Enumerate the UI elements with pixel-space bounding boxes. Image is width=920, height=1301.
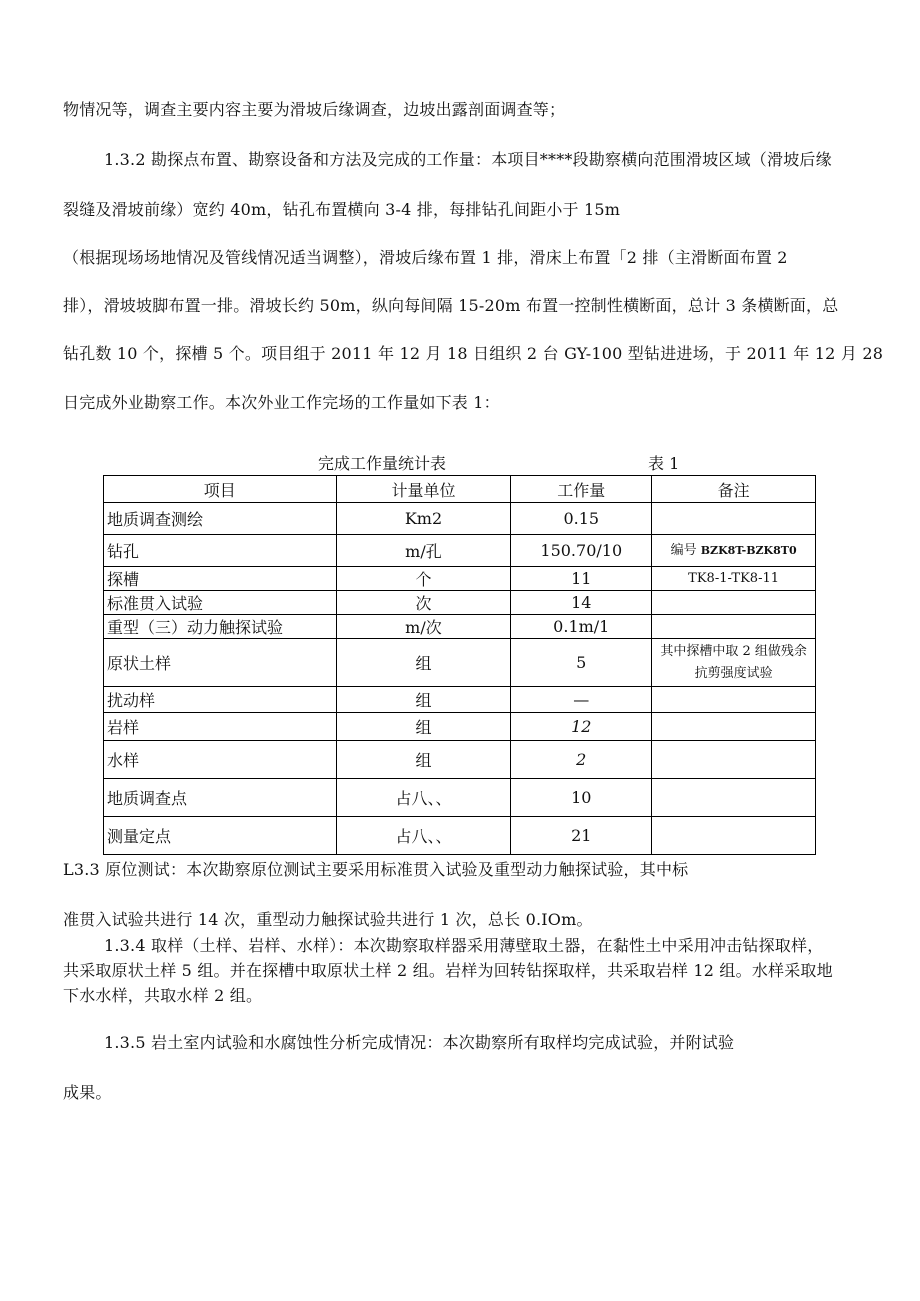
table-row (104, 687, 816, 713)
table-row (104, 615, 816, 639)
cell-quantity: — (511, 687, 652, 713)
cell-item: 地质调查测绘 (104, 503, 337, 535)
table-row (104, 503, 816, 535)
cell-item: 标准贯入试验 (104, 591, 337, 615)
cell-quantity: 150.70/10 (511, 535, 652, 567)
paragraph-line: 裂缝及滑坡前缘）宽约 40m，钻孔布置横向 3-4 排，每排钻孔间距小于 15m (63, 200, 621, 219)
paragraph-line: 1.3.4 取样（土样、岩样、水样）：本次勘察取样器采用薄壁取土器，在黏性土中采用冲击钻探取样， (104, 936, 824, 955)
cell-item: 水样 (104, 741, 337, 779)
paragraph-line: 下水水样，共取水样 2 组。 (63, 986, 263, 1005)
cell-unit: 组 (336, 713, 511, 741)
cell-item: 地质调查点 (104, 779, 337, 817)
cell-quantity: 0.1m/1 (511, 615, 652, 639)
cell-item: 原状土样 (104, 639, 337, 687)
paragraph-line: 共采取原状土样 5 组。并在探槽中取原状土样 2 组。岩样为回转钻探取样，共采取岩样 12 组。水样采取地 (63, 961, 833, 980)
cell-note (652, 591, 816, 615)
paragraph-line: 1.3.5 岩土室内试验和水腐蚀性分析完成情况：本次勘察所有取样均完成试验，并附试验 (104, 1033, 735, 1052)
table-row (104, 779, 816, 817)
paragraph-line: （根据现场场地情况及管线情况适当调整），滑坡后缘布置 1 排，滑床上布置「2 排（主滑断面布置 2 (63, 248, 788, 267)
table-row (104, 817, 816, 855)
cell-note (652, 615, 816, 639)
cell-item: 岩样 (104, 713, 337, 741)
cell-quantity: 5 (511, 639, 652, 687)
cell-item: 测量定点 (104, 817, 337, 855)
note-line: 抗剪强度试验 (694, 665, 773, 681)
cell-quantity: 14 (511, 591, 652, 615)
cell-quantity: 10 (511, 779, 652, 817)
table-row (104, 535, 816, 567)
cell-unit: Km2 (336, 503, 511, 535)
header-note: 备注 (652, 476, 816, 503)
table-row (104, 713, 816, 741)
cell-note (652, 779, 816, 817)
note-line: 其中探槽中取 2 组做残余 (660, 643, 807, 659)
cell-note (652, 503, 816, 535)
cell-quantity: 2 (511, 741, 652, 779)
cell-quantity: 0.15 (511, 503, 652, 535)
cell-note (652, 817, 816, 855)
paragraph-line: 准贯入试验共进行 14 次，重型动力触探试验共进行 1 次，总长 0.IOm。 (63, 910, 593, 929)
cell-unit: 次 (336, 591, 511, 615)
cell-item: 重型（三）动力触探试验 (104, 615, 337, 639)
cell-unit: 组 (336, 741, 511, 779)
table-header-row (104, 476, 816, 503)
cell-unit: 占八、、 (336, 817, 511, 855)
cell-quantity: 12 (511, 713, 652, 741)
table-row (104, 591, 816, 615)
cell-item: 扰动样 (104, 687, 337, 713)
cell-quantity: 21 (511, 817, 652, 855)
cell-note (652, 535, 816, 567)
paragraph-line: 排），滑坡坡脚布置一排。滑坡长约 50m，纵向每间隔 15-20m 布置一控制性横断面，总计 3 条横断面，总 (63, 296, 839, 315)
cell-note (652, 713, 816, 741)
table-row (104, 567, 816, 591)
note-code: BZK8T-BZK8T0 (700, 543, 797, 557)
cell-quantity: 11 (511, 567, 652, 591)
cell-unit: 占八、、 (336, 779, 511, 817)
paragraph-line: 物情况等，调查主要内容主要为滑坡后缘调查，边坡出露剖面调查等； (63, 100, 566, 119)
table-row (104, 741, 816, 779)
cell-note (652, 639, 816, 687)
header-item: 项目 (104, 476, 337, 503)
table-title: 完成工作量统计表 (318, 454, 447, 473)
paragraph-line: 钻孔数 10 个，探槽 5 个。项目组于 2011 年 12 月 18 日组织 2 台 GY-100 型钻进进场，于 2011 年 12 月 28 (63, 344, 884, 363)
cell-note (652, 741, 816, 779)
note-prefix: 编号 (670, 542, 697, 558)
cell-unit: m/次 (336, 615, 511, 639)
paragraph-line: L3.3 原位测试：本次勘察原位测试主要采用标准贯入试验及重型动力触探试验，其中标 (63, 860, 689, 879)
cell-item: 钻孔 (104, 535, 337, 567)
cell-unit: 组 (336, 687, 511, 713)
cell-note (652, 687, 816, 713)
workload-table (103, 475, 816, 855)
cell-unit: 个 (336, 567, 511, 591)
cell-item: 探槽 (104, 567, 337, 591)
paragraph-line: 1.3.2 勘探点布置、勘察设备和方法及完成的工作量：本项目****段勘察横向范围滑坡区域（滑坡后缘 (104, 150, 832, 169)
cell-note: TK8-1-TK8-11 (652, 567, 816, 591)
table-row (104, 639, 816, 687)
cell-unit: m/孔 (336, 535, 511, 567)
table-label: 表 1 (648, 454, 680, 473)
paragraph-line: 成果。 (63, 1083, 112, 1102)
cell-unit: 组 (336, 639, 511, 687)
header-unit: 计量单位 (336, 476, 511, 503)
paragraph-line: 日完成外业勘察工作。本次外业工作完场的工作量如下表 1： (63, 393, 500, 412)
header-quantity: 工作量 (511, 476, 652, 503)
